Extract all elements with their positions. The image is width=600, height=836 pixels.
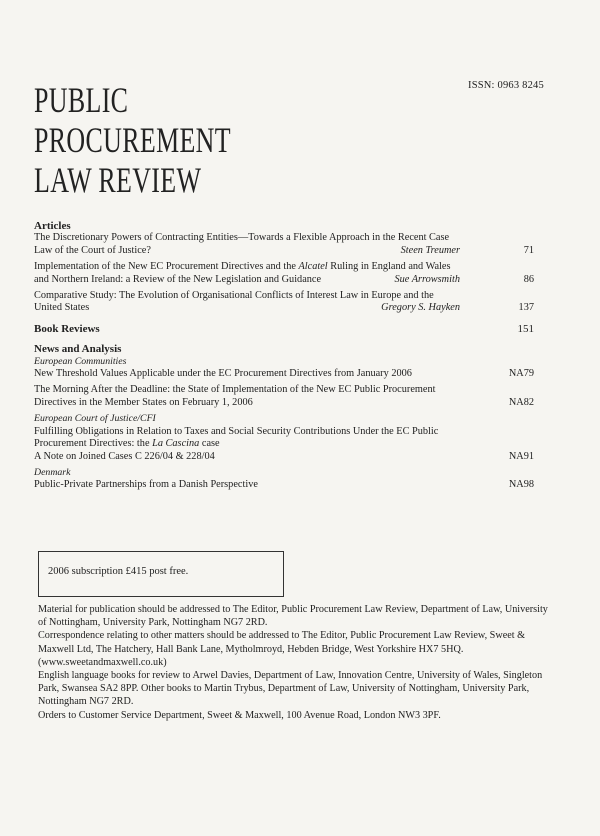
news-subheading: European Court of Justice/CFI [34,413,156,425]
news-title: New Threshold Values Applicable under the EC Procurement Directives from January 2006 [34,368,412,380]
news-heading: News and Analysis [34,343,122,356]
page-number: 71 [523,244,534,256]
book-reviews-heading: Book Reviews [34,322,100,335]
page-number: NA98 [508,479,534,491]
article-entry[interactable] [34,232,534,257]
news-title: Public-Private Partnerships from a Danish Perspective [34,479,258,491]
title-line: PROCUREMENT [34,120,231,160]
article-author: Sue Arrowsmith [394,273,460,285]
case-name: Alcatel [298,261,328,273]
page-number: 137 [518,302,534,314]
page-number: 151 [517,322,534,335]
news-entry[interactable] [34,368,534,380]
footer-paragraph: Correspondence relating to other matters should be addressed to The Editor, Public Procurement Law Review, Sweet & Maxwell Ltd, The Hatchery, Hall Bank Lane, Mytholmroyd, Hebden Bridge, West Yorkshire HX7 5HQ. [38,630,526,655]
subscription-box [38,551,284,597]
article-author: Gregory S. Hayken [381,302,460,314]
footer-paragraph: English language books for review to Arwel Davies, Department of Law, Innovation Centre, University of Wales, Singleton Park, Swansea SA2 8PP. Other books to Martin Trybus, Department of Law, University of Nottingham, University Park, Nottingham NG7 2RD. [38,670,543,708]
page-number: NA82 [508,396,534,408]
footer-info [38,603,558,722]
article-author: Steen Treumer [400,244,460,256]
news-subheading: Denmark [34,466,71,478]
title-line: LAW REVIEW [34,160,202,200]
news-subheading: European Communities [34,355,127,367]
page-number: 86 [523,273,534,285]
footer-paragraph: Material for publication should be addressed to The Editor, Public Procurement Law Review, Department of Law, University of Nottingham, University Park, Nottingham NG7 2RD. [38,604,548,629]
case-name: La Cascina [152,438,200,450]
article-title: The Discretionary Powers of Contracting Entities—Towards a Flexible Approach in the Recent Case Law of the Court of Justice? [34,232,450,256]
article-title: Implementation of the New EC Procurement Directives and the Alcatel Ruling in England and Wales and Northern Ireland: a Review of the New Legislation and Guidance [34,261,451,285]
news-entry[interactable] [34,479,534,491]
footer-paragraph: Orders to Customer Service Department, Sweet & Maxwell, 100 Avenue Road, London NW3 3PF. [38,709,441,721]
issn-number: ISSN: 0963 8245 [468,80,544,91]
article-entry[interactable] [34,261,534,286]
table-of-contents [34,220,534,492]
news-entry[interactable] [34,384,534,409]
news-title: The Morning After the Deadline: the State of Implementation of the New EC Public Procurement Directives in the Member States on February 1, 2006 [34,384,436,408]
article-title: Comparative Study: The Evolution of Organisational Conflicts of Interest Law in Europe and the United States [34,290,434,314]
book-reviews-entry[interactable] [34,323,534,335]
page-number: NA79 [508,368,534,380]
footer-website: (www.sweetandmaxwell.co.uk) [38,656,167,668]
title-line: PUBLIC [34,80,129,120]
articles-heading: Articles [34,220,71,232]
page-number: NA91 [508,450,534,462]
news-title: Fulfilling Obligations in Relation to Taxes and Social Security Contributions Under the EC Public Procurement Directives: the La Cascina case A Note on Joined Cases C 226/04 & 228/04 [34,425,439,462]
news-entry[interactable] [34,426,534,463]
subscription-text: 2006 subscription £415 post free. [48,566,189,577]
article-entry[interactable] [34,290,534,315]
journal-title [34,80,231,200]
